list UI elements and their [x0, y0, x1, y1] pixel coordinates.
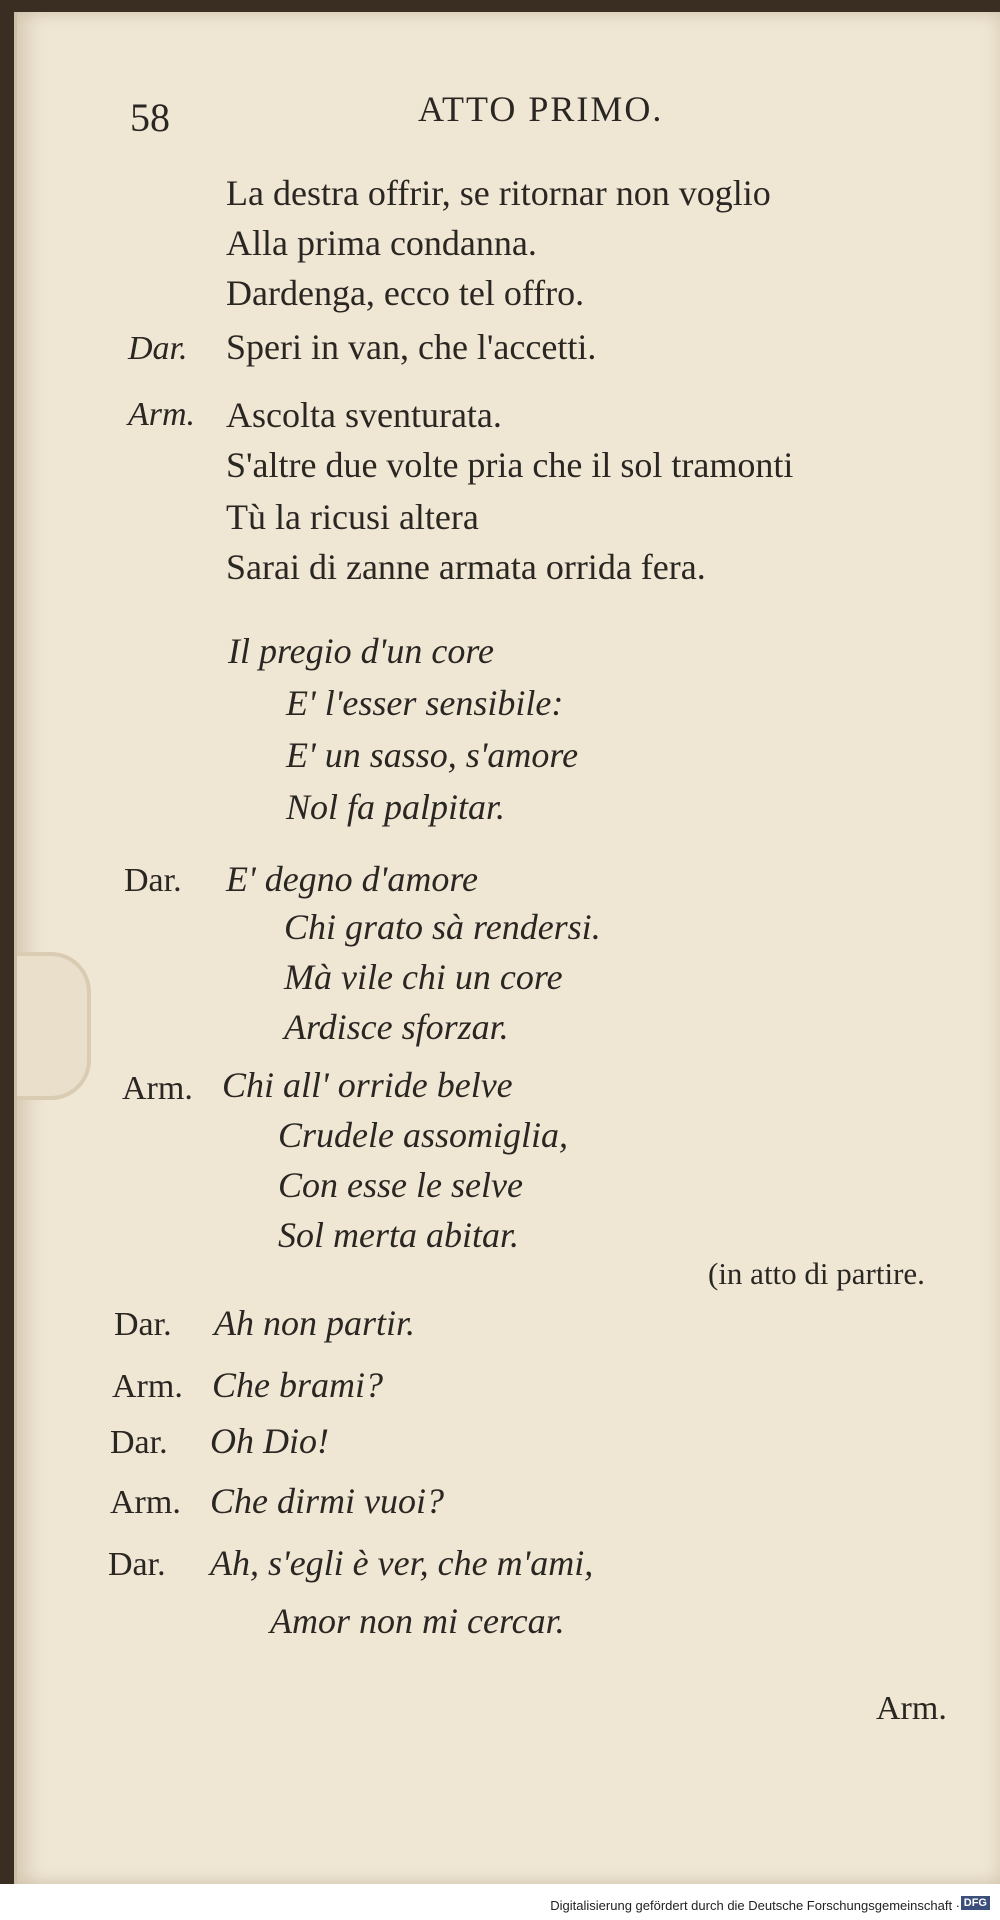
aria-line: Chi all' orride belve: [222, 1065, 513, 1105]
speaker-label: Arm.: [128, 396, 196, 433]
aria-line: Il pregio d'un core: [228, 631, 494, 671]
aria-line: Ardisce sforzar.: [284, 1007, 509, 1047]
aria-line: Con esse le selve: [278, 1165, 523, 1205]
page-number: 58: [130, 95, 170, 140]
speaker-label: Dar.: [110, 1424, 168, 1461]
catchword: Arm.: [876, 1690, 947, 1727]
speaker-label: Arm.: [122, 1070, 193, 1107]
funding-caption: Digitalisierung gefördert durch die Deutsche Forschungsgemeinschaft ·: [550, 1898, 960, 1913]
aria-line: E' degno d'amore: [226, 859, 479, 899]
dialogue-line: Che dirmi vuoi?: [210, 1481, 444, 1521]
speaker-label: Dar.: [128, 330, 188, 367]
dialogue-line: Ah, s'egli è ver, che m'ami,: [210, 1543, 594, 1583]
speaker-label: Dar.: [114, 1306, 172, 1343]
verse-line: La destra offrir, se ritornar non voglio: [226, 173, 771, 213]
dialogue-line: Amor non mi cercar.: [270, 1601, 565, 1641]
aria-line: Chi grato sà rendersi.: [284, 907, 601, 947]
aria-line: Sol merta abitar.: [278, 1215, 520, 1255]
aria-line: E' l'esser sensibile:: [286, 683, 564, 723]
verse-line: S'altre due volte pria che il sol tramonti: [226, 445, 794, 485]
speaker-label: Dar.: [124, 862, 182, 899]
dfg-logo: DFG: [961, 1896, 990, 1910]
speaker-label: Arm.: [112, 1368, 183, 1405]
speaker-label: Arm.: [110, 1484, 181, 1521]
dialogue-line: Ah non partir.: [214, 1303, 416, 1343]
verse-line: Tù la ricusi altera: [226, 497, 479, 537]
verse-line: Speri in van, che l'accetti.: [226, 327, 597, 367]
dialogue-line: Oh Dio!: [210, 1421, 329, 1461]
aria-line: Nol fa palpitar.: [286, 787, 506, 827]
verse-line: Ascolta sventurata.: [226, 395, 502, 435]
verse-line: Sarai di zanne armata orrida fera.: [226, 547, 706, 587]
stage-direction: (in atto di partire.: [708, 1256, 925, 1291]
verse-line: Alla prima condanna.: [226, 223, 537, 263]
dialogue-line: Che brami?: [212, 1365, 383, 1405]
running-title: ATTO PRIMO.: [418, 89, 664, 129]
aria-line: Crudele assomiglia,: [278, 1115, 569, 1155]
page-edge-tab: [17, 952, 91, 1100]
aria-line: E' un sasso, s'amore: [286, 735, 579, 775]
verse-line: Dardenga, ecco tel offro.: [226, 273, 585, 313]
aria-line: Mà vile chi un core: [284, 957, 563, 997]
speaker-label: Dar.: [108, 1546, 166, 1583]
